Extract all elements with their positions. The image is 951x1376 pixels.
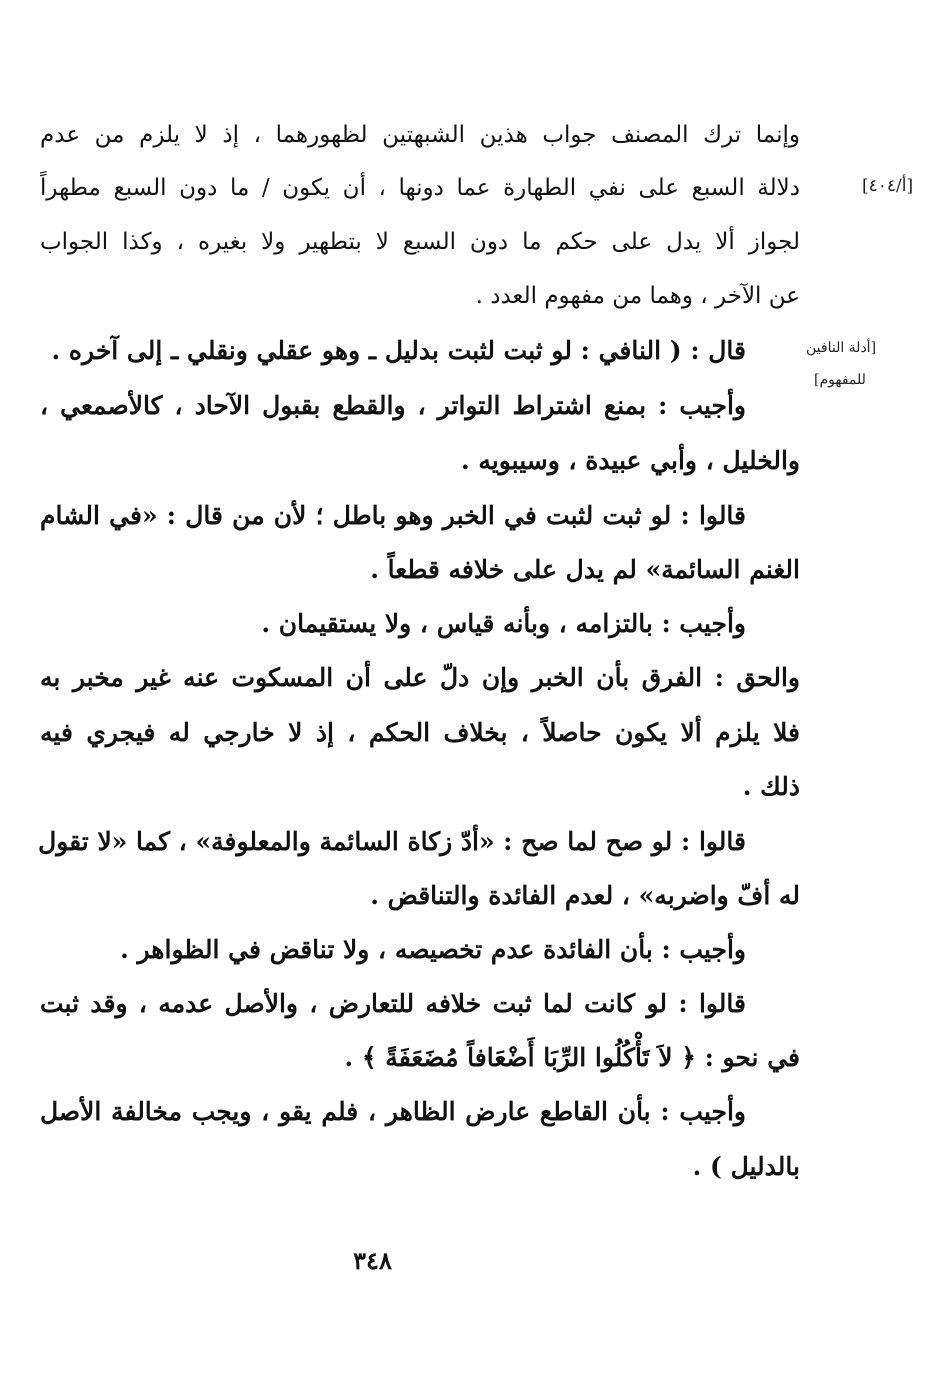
folio-reference: [أ/٤٠٤] <box>862 176 914 196</box>
main-text-line-6: وأجيب : بمنع اشتراط التواتر ، والقطع بقبول الآحاد ، كالأصمعي ، <box>40 391 746 420</box>
commentary-line-2: دلالة السبع على نفي الطهارة عما دونها ، أن يكون / ما دون السبع مطهراً <box>40 175 800 201</box>
margin-note-line-2: للمفهوم] <box>814 372 866 388</box>
main-text-line-12: فلا يلزم ألا يكون حاصلاً ، بخلاف الحكم ، إذ لا خارجي له فيجري فيه <box>40 718 800 747</box>
main-text-line-18: في نحو : ﴿ لاَ تَأْكُلُوا الرِّبَا أَضْعَافاً مُضَعَفَةً ﴾ . <box>344 1043 800 1072</box>
main-text-line-16: وأجيب : بأن الفائدة عدم تخصيصه ، ولا تناقض في الظواهر . <box>120 935 746 964</box>
main-text-line-8: قالوا : لو ثبت لثبت في الخبر وهو باطل ؛ لأن من قال : «في الشام <box>40 501 746 530</box>
commentary-line-3: لجواز ألا يدل على حكم ما دون السبع لا بتطهير ولا بغيره ، وكذا الجواب <box>40 229 800 255</box>
commentary-line-1: وإنما ترك المصنف جواب هذين الشبهتين لظهورهما ، إذ لا يلزم من عدم <box>40 122 800 148</box>
main-text-line-14: قالوا : لو صح لما صح : «أدّ زكاة السائمة والمعلوفة» ، كما «لا تقول <box>38 827 746 856</box>
main-text-line-15: له أفّ واضربه» ، لعدم الفائدة والتناقض . <box>370 881 800 910</box>
commentary-line-4: عن الآخر ، وهما من مفهوم العدد . <box>475 283 800 309</box>
main-text-line-17: قالوا : لو كانت لما ثبت خلافه للتعارض ، والأصل عدمه ، وقد ثبت <box>40 989 746 1018</box>
main-text-line-19: وأجيب : بأن القاطع عارض الظاهر ، فلم يقو ، ويجب مخالفة الأصل <box>40 1097 746 1126</box>
main-text-line-11: والحق : الفرق بأن الخبر وإن دلّ على أن المسكوت عنه غير مخبر به <box>40 663 800 692</box>
main-text-line-10: وأجيب : بالتزامه ، وبأنه قياس ، ولا يستقيمان . <box>261 609 746 638</box>
main-text-line-5: قال : ( النافي : لو ثبت لثبت بدليل ـ وهو عقلي ونقلي ـ إلى آخره . <box>51 336 746 365</box>
main-text-line-13: ذلك . <box>742 772 800 801</box>
main-text-line-7: والخليل ، وأبي عبيدة ، وسيبويه . <box>460 446 800 475</box>
main-text-line-20: بالدليل ) . <box>692 1152 800 1181</box>
main-text-line-9: الغنم السائمة» لم يدل على خلافه قطعاً . <box>370 555 800 584</box>
margin-note-line-1: [أدلة النافين <box>806 340 877 356</box>
page-number: ٣٤٨ <box>353 1246 392 1275</box>
